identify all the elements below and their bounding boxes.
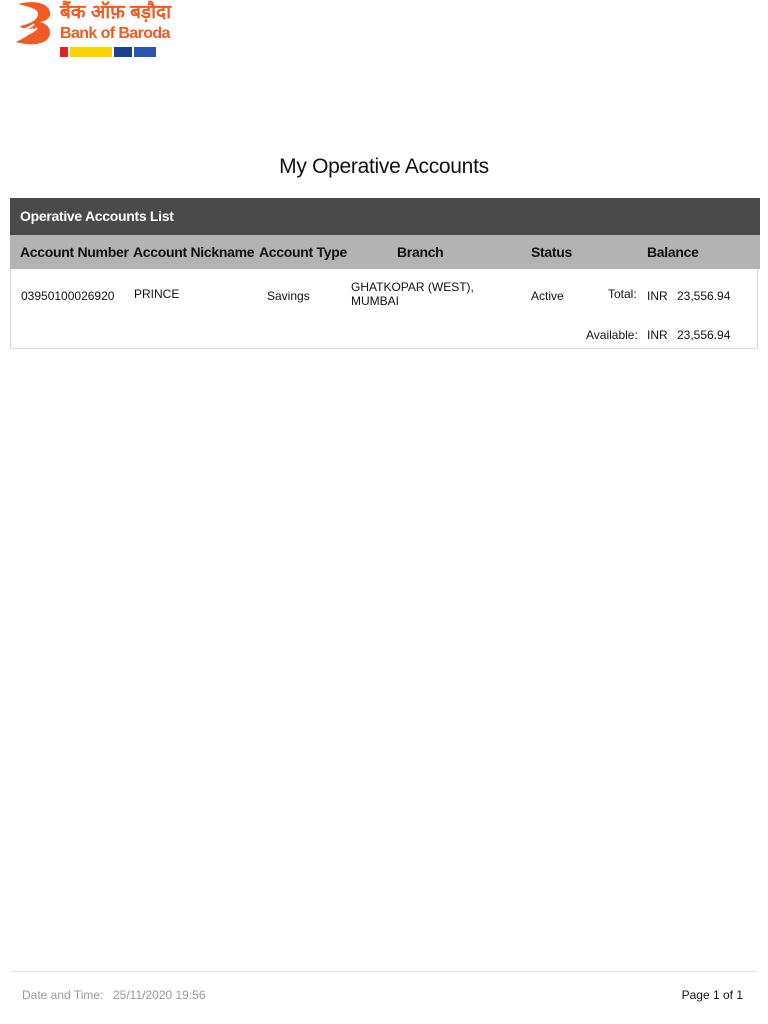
col-account-type: Account Type bbox=[259, 244, 347, 260]
col-account-number: Account Number bbox=[20, 244, 129, 260]
total-currency: INR bbox=[647, 289, 668, 303]
available-currency: INR bbox=[647, 328, 668, 342]
logo-color-strip bbox=[60, 47, 156, 57]
total-amount: 23,556.94 bbox=[677, 289, 731, 303]
footer-datetime-label: Date and Time: bbox=[22, 988, 104, 1002]
footer-page-number: Page 1 of 1 bbox=[681, 988, 743, 1002]
accounts-panel bbox=[10, 198, 758, 349]
strip-blue-1 bbox=[114, 47, 132, 57]
panel-header: Operative Accounts List bbox=[10, 198, 760, 235]
col-account-nickname: Account Nickname bbox=[133, 244, 255, 260]
strip-red bbox=[60, 47, 68, 57]
footer-datetime-value: 25/11/2020 19:56 bbox=[113, 988, 206, 1002]
col-balance: Balance bbox=[647, 244, 699, 260]
bank-logo bbox=[12, 0, 172, 60]
col-branch: Branch bbox=[397, 244, 444, 260]
footer-divider bbox=[10, 971, 758, 972]
strip-blue-2 bbox=[134, 47, 156, 57]
logo-name-text: Bank of Baroda bbox=[60, 25, 170, 42]
account-type: Savings bbox=[267, 289, 310, 303]
total-label: Total: bbox=[608, 287, 637, 301]
account-nickname: PRINCE bbox=[134, 287, 180, 301]
table-column-header bbox=[10, 235, 760, 269]
account-number: 03950100026920 bbox=[21, 289, 115, 303]
page-title: My Operative Accounts bbox=[279, 155, 489, 178]
account-branch: GHATKOPAR (WEST), MUMBAI bbox=[351, 280, 474, 308]
strip-yellow bbox=[70, 47, 112, 57]
bank-logo-icon bbox=[12, 0, 56, 46]
available-label: Available: bbox=[586, 328, 638, 342]
account-status: Active bbox=[531, 289, 564, 303]
logo-hindi-text: बैंक ऑफ़ बड़ौदा bbox=[60, 2, 172, 23]
available-amount: 23,556.94 bbox=[677, 328, 731, 342]
col-status: Status bbox=[531, 244, 572, 260]
